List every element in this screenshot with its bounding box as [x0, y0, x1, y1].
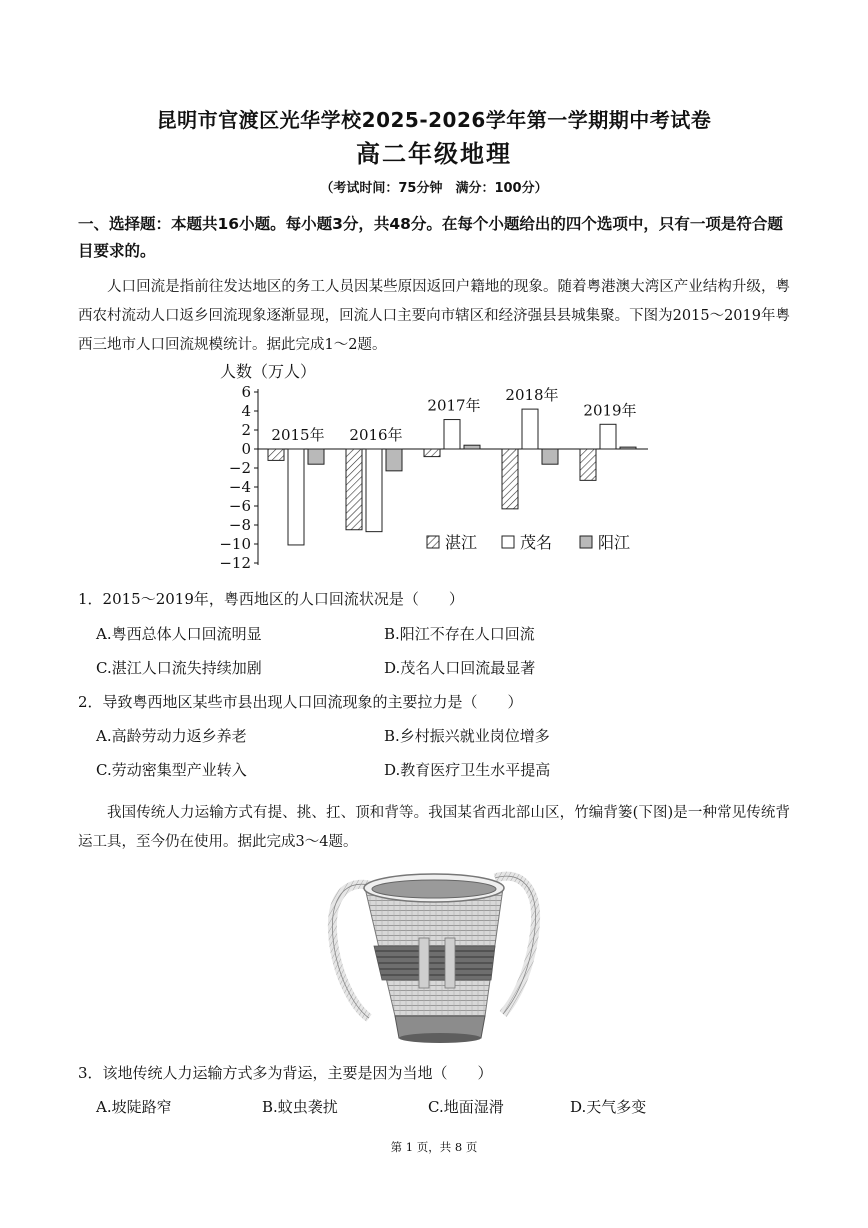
y-tick-label: −10 [219, 535, 251, 553]
question-3-option-b[interactable]: B.蚊虫袭扰 [262, 1098, 338, 1116]
question-1-option-c[interactable]: C.湛江人口流失持续加剧 [96, 659, 262, 677]
question-1-option-a[interactable]: A.粤西总体人口回流明显 [96, 625, 262, 643]
bar-茂名-2015年 [288, 449, 304, 545]
bar-茂名-2019年 [600, 424, 616, 449]
question-1-option-d[interactable]: D.茂名人口回流最显著 [384, 659, 536, 677]
category-label: 2015年 [271, 426, 325, 444]
category-label: 2017年 [427, 396, 481, 415]
chart-legend [427, 533, 630, 552]
question-3-option-a[interactable]: A.坡陡路窄 [96, 1098, 172, 1116]
legend-swatch-茂名 [502, 536, 514, 548]
passage-carrying-basket: 我国传统人力运输方式有提、挑、扛、顶和背等。我国某省西北部山区，竹编背篓(下图)是一种常见传统背运工具，至今仍在使用。据此完成3～4题。 [78, 805, 790, 850]
legend-label: 茂名 [520, 533, 553, 552]
y-tick-label: −4 [228, 478, 251, 496]
left-strap [332, 884, 373, 1018]
y-axis-label: 人数（万人） [220, 362, 317, 381]
category-label: 2019年 [583, 401, 637, 420]
bar-茂名-2016年 [366, 449, 382, 532]
section-heading: 一、选择题：本题共16小题。每小题3分，共48分。在每个小题给出的四个选项中，只有一项是符合题目要求的。 [78, 215, 783, 260]
bar-湛江-2017年 [424, 449, 440, 457]
question-2-option-d[interactable]: D.教育医疗卫生水平提高 [384, 761, 551, 779]
bamboo-basket-image [325, 858, 543, 1044]
passage-population-return: 人口回流是指前往发达地区的务工人员因某些原因返回户籍地的现象。随着粤港澳大湾区产业结构升级，粤西农村流动人口返乡回流现象逐渐显现，回流人口主要向市辖区和经济强县县城集聚。下图为2015～2019年粤西三地市人口回流规模统计。据此完成1～2题。 [78, 279, 790, 353]
exam-title: 昆明市官渡区光华学校2025-2026学年第一学期期中考试卷 [156, 108, 712, 132]
y-tick-label: 2 [241, 421, 251, 439]
bar-湛江-2018年 [502, 449, 518, 509]
bar-阳江-2017年 [464, 445, 480, 449]
y-tick-label: 4 [241, 402, 251, 420]
legend-swatch-阳江 [580, 536, 592, 548]
question-2-option-b[interactable]: B.乡村振兴就业岗位增多 [384, 727, 550, 745]
y-tick-label: −6 [228, 497, 251, 515]
question-3-stem: 3．该地传统人力运输方式多为背运，主要是因为当地（ ） [78, 1064, 493, 1082]
question-2-option-c[interactable]: C.劳动密集型产业转入 [96, 761, 247, 779]
y-tick-label: −12 [219, 554, 251, 572]
y-tick-label: 0 [241, 440, 251, 458]
bar-阳江-2019年 [620, 447, 636, 449]
y-tick-label: −8 [228, 516, 251, 534]
population-return-chart [200, 355, 660, 580]
question-3-option-c[interactable]: C.地面湿滑 [428, 1098, 504, 1116]
y-tick-label: 6 [241, 383, 251, 401]
y-tick-label: −2 [228, 459, 251, 477]
question-1-option-b[interactable]: B.阳江不存在人口回流 [384, 625, 535, 643]
question-2-stem: 2．导致粤西地区某些市县出现人口回流现象的主要拉力是（ ） [78, 693, 523, 711]
legend-label: 湛江 [445, 533, 478, 552]
bar-阳江-2016年 [386, 449, 402, 471]
question-2-option-a[interactable]: A.高龄劳动力返乡养老 [96, 727, 247, 745]
page-footer: 第 1 页，共 8 页 [390, 1140, 478, 1154]
category-label: 2018年 [505, 386, 559, 405]
bar-茂名-2017年 [444, 420, 460, 449]
bar-茂名-2018年 [522, 409, 538, 449]
question-1-stem: 1．2015～2019年，粤西地区的人口回流状况是（ ） [78, 590, 464, 608]
exam-info: （考试时间：75分钟 满分：100分） [320, 181, 548, 196]
question-3-option-d[interactable]: D.天气多变 [570, 1098, 647, 1116]
bar-湛江-2019年 [580, 449, 596, 480]
bar-阳江-2018年 [542, 449, 558, 464]
exam-subtitle: 高二年级地理 [356, 140, 512, 168]
legend-swatch-湛江 [427, 536, 439, 548]
legend-label: 阳江 [598, 533, 631, 552]
bar-湛江-2015年 [268, 449, 284, 460]
bar-湛江-2016年 [346, 449, 362, 530]
category-label: 2016年 [349, 426, 403, 444]
bar-阳江-2015年 [308, 449, 324, 464]
